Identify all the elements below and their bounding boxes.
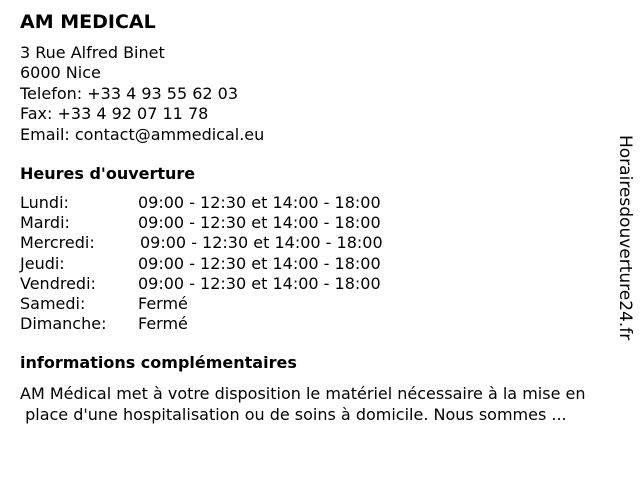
watermark-text: Horairesdouverture24.fr (615, 135, 635, 341)
hours-day: Vendredi: (20, 273, 96, 293)
address-block (20, 43, 264, 145)
opening-hours-table (20, 193, 440, 334)
hours-day: Samedi: (20, 293, 86, 313)
hours-row-monday (20, 193, 440, 213)
opening-hours-heading: Heures d'ouverture (20, 164, 196, 183)
email-address: Email: contact@ammedical.eu (20, 124, 265, 144)
hours-day: Jeudi: (20, 253, 65, 273)
hours-day: Dimanche: (20, 314, 107, 334)
fax-number: Fax: +33 4 92 07 11 78 (20, 104, 209, 124)
hours-row-friday (20, 274, 440, 294)
hours-day: Mercredi: (20, 233, 95, 253)
hours-time: 09:00 - 12:30 et 14:00 - 18:00 (138, 273, 381, 293)
address-city: 6000 Nice (20, 63, 101, 83)
hours-row-wednesday (20, 233, 440, 253)
hours-row-sunday (20, 314, 440, 334)
hours-time: 09:00 - 12:30 et 14:00 - 18:00 (138, 253, 381, 273)
description-line: place d'une hospitalisation ou de soins à domicile. Nous sommes ... (20, 405, 567, 424)
hours-day: Lundi: (20, 193, 69, 212)
description-line: AM Médical met à votre disposition le matériel nécessaire à la mise en (20, 384, 586, 403)
hours-time: Fermé (138, 314, 188, 334)
hours-time: 09:00 - 12:30 et 14:00 - 18:00 (140, 233, 383, 253)
business-description (20, 383, 585, 425)
hours-time: 09:00 - 12:30 et 14:00 - 18:00 (138, 193, 381, 212)
hours-row-thursday (20, 254, 440, 274)
address-street: 3 Rue Alfred Binet (20, 43, 165, 62)
phone-number: Telefon: +33 4 93 55 62 03 (20, 83, 239, 103)
hours-row-tuesday (20, 213, 440, 233)
site-watermark (612, 135, 638, 345)
hours-row-saturday (20, 294, 440, 314)
additional-info-heading: informations complémentaires (20, 353, 297, 372)
hours-time: Fermé (138, 293, 188, 313)
hours-time: 09:00 - 12:30 et 14:00 - 18:00 (138, 213, 381, 233)
business-name: AM MEDICAL (20, 11, 156, 33)
hours-day: Mardi: (20, 213, 70, 233)
